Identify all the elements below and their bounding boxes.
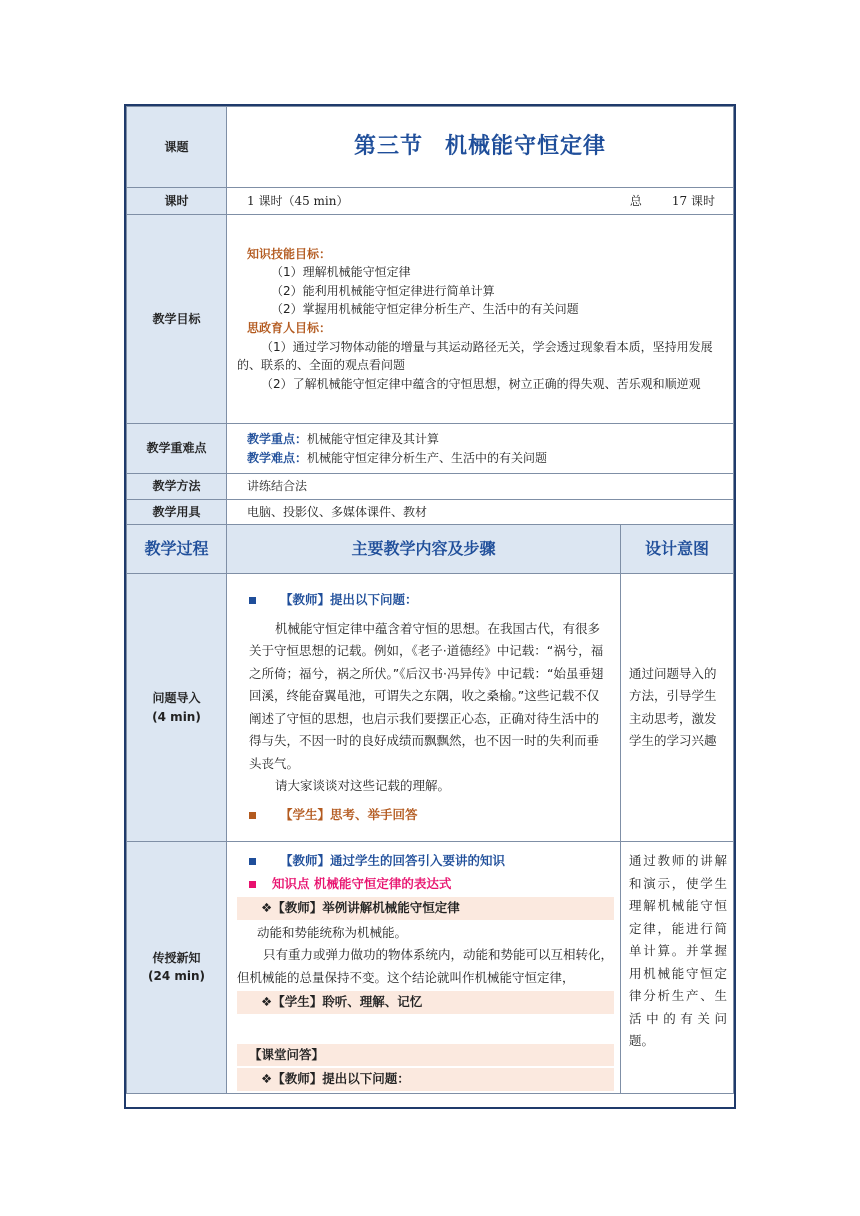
law-statement: 只有重力或弹力做功的物体系统内，动能和势能可以互相转化，但机械能的总量保持不变。这个结论就叫作机械能守恒定律，	[237, 947, 614, 985]
key-label: 教学重点：	[247, 431, 308, 446]
definition-line: 动能和势能统称为机械能。	[257, 924, 408, 940]
teacher-bullet: 【教师】提出以下问题：	[249, 589, 608, 612]
section-number: 第三节	[353, 133, 423, 159]
subject-label: 课题	[127, 107, 227, 188]
square-bullet-icon	[249, 812, 256, 819]
student-bullet: 【学生】思考、举手回答	[249, 804, 608, 827]
section-title: 机械能守恒定律	[445, 133, 607, 159]
intro-design: 通过问题导入的方法，引导学生主动思考，激发学生的学习兴趣	[621, 574, 734, 842]
square-bullet-icon	[249, 597, 256, 604]
new-knowledge-title: 传授新知	[152, 950, 201, 965]
method-label: 教学方法	[127, 474, 227, 500]
new-knowledge-label	[127, 842, 227, 1094]
process-header-col1: 教学过程	[127, 525, 227, 574]
intro-label	[127, 574, 227, 842]
classroom-qa-band: 【课堂问答】	[237, 1044, 614, 1067]
intro-prompt: 请大家谈谈对这些记载的理解。	[275, 778, 451, 793]
tools-value: 电脑、投影仪、多媒体课件、教材	[227, 500, 734, 525]
ideology-item: （1）通过学习物体动能的增量与其运动路径无关，学会透过现象看本质，坚持用发展的、联系的、全面的观点看问题	[237, 339, 713, 373]
knowledge-point-bullet: 知识点 机械能守恒定律的表达式	[237, 873, 614, 896]
square-bullet-icon	[249, 881, 256, 888]
teacher-explain-band: ❖【教师】举例讲解机械能守恒定律	[237, 897, 614, 920]
lesson-plan-table	[124, 104, 736, 1109]
total-label: 总	[629, 193, 642, 208]
intro-paragraph: 机械能守恒定律中蕴含着守恒的思想。在我国古代，有很多关于守恒思想的记载。例如，《老子·道德经》中记载：“祸兮，福之所倚；福兮，祸之所伏。”《后汉书·冯异传》中记载：“始虽垂翅回溪，终能奋翼黾池，可谓失之东隅，收之桑榆。”这些记载不仅阐述了守恒的思想，也启示我们要摆正心态，正确对待生活中的得与失，不因一时的良好成绩而飘飘然，也不因一时的失利而垂头丧气。	[249, 620, 604, 771]
objectives-content	[227, 215, 734, 424]
key-points-content	[227, 424, 734, 474]
hours-value: 1 课时（45 min）	[247, 193, 349, 208]
new-knowledge-time: (24 min)	[147, 969, 205, 984]
square-bullet-icon	[249, 858, 256, 865]
hours-row	[227, 188, 734, 215]
student-listen-band: ❖【学生】聆听、理解、记忆	[237, 991, 614, 1014]
knowledge-item: （1）理解机械能守恒定律	[271, 265, 411, 280]
knowledge-item: （2）掌握用机械能守恒定律分析生产、生活中的有关问题	[271, 302, 579, 317]
intro-time: (4 min)	[152, 709, 201, 724]
new-knowledge-content	[227, 842, 621, 1094]
intro-title: 问题导入	[152, 690, 201, 705]
total-value: 17 课时	[671, 193, 715, 208]
page-title	[227, 107, 734, 188]
hours-label: 课时	[127, 188, 227, 215]
key-points-label: 教学重难点	[127, 424, 227, 474]
ideology-heading: 思政育人目标：	[247, 321, 332, 335]
process-header-col3: 设计意图	[621, 525, 734, 574]
teacher-bullet: 【教师】通过学生的回答引入要讲的知识	[237, 850, 614, 873]
intro-content	[227, 574, 621, 842]
teacher-question-band: ❖【教师】提出以下问题：	[237, 1068, 614, 1091]
method-value: 讲练结合法	[227, 474, 734, 500]
tools-label: 教学用具	[127, 500, 227, 525]
difficulty-label: 教学难点：	[247, 450, 308, 465]
difficulty-text: 机械能守恒定律分析生产、生活中的有关问题	[307, 450, 548, 465]
key-text: 机械能守恒定律及其计算	[307, 431, 440, 446]
knowledge-item: （2）能利用机械能守恒定律进行简单计算	[271, 283, 495, 298]
knowledge-heading: 知识技能目标：	[247, 246, 332, 261]
objectives-label: 教学目标	[127, 215, 227, 424]
ideology-item: （2）了解机械能守恒定律中蕴含的守恒思想，树立正确的得失观、苦乐观和顺逆观	[261, 376, 701, 391]
new-knowledge-design: 通过教师的讲解和演示，使学生理解机械能守恒定律，能进行简单计算。并掌握用机械能守恒定律分析生产、生活中的有关问题。	[621, 842, 734, 1094]
process-header-col2: 主要教学内容及步骤	[227, 525, 621, 574]
